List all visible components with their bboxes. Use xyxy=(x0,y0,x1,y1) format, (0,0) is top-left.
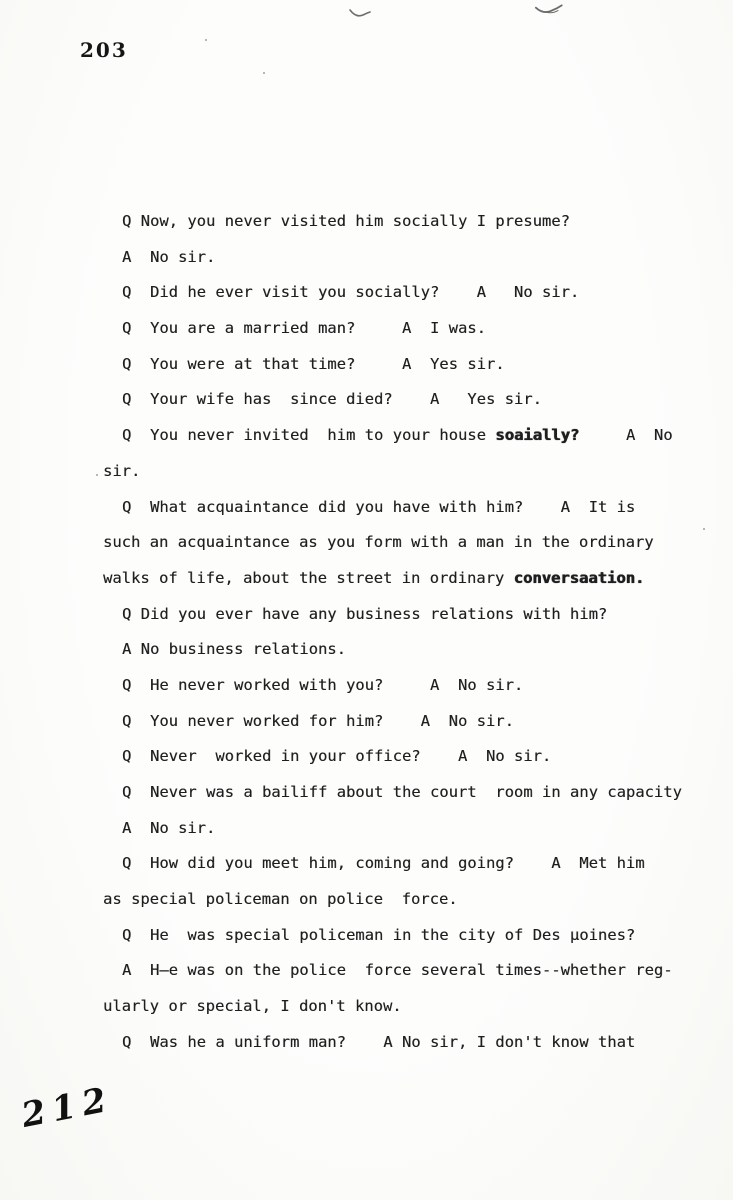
overstruck-word: conversaation. xyxy=(513,568,645,587)
transcript-line: Q What acquaintance did you have with him? A It is xyxy=(122,497,636,516)
line-text: walks of life, about the street in ordinary xyxy=(103,568,514,587)
overstruck-word: soaially? xyxy=(495,426,580,445)
page-number: 203 xyxy=(80,38,128,62)
transcript-line: as special policeman on police force. xyxy=(103,890,458,909)
transcript-line xyxy=(103,561,697,597)
transcript-line: Q How did you meet him, coming and going? A Met him xyxy=(122,854,645,873)
line-text: A No xyxy=(579,426,673,445)
transcript-line: such an acquaintance as you form with a man in the ordinary xyxy=(103,533,654,552)
transcript-line: A No sir. xyxy=(122,247,216,266)
transcript-line: Q Never was a bailiff about the court room in any capacity xyxy=(122,783,682,801)
transcript-line: Q Your wife has since died? A Yes sir. xyxy=(122,390,542,409)
handwritten-page-number: 212 xyxy=(18,1079,117,1136)
transcript-line: A No business relations. xyxy=(122,640,346,659)
transcript-line: ularly or special, I don't know. xyxy=(103,997,402,1016)
ink-smudge-icon xyxy=(534,0,565,21)
transcript-line: Q Now, you never visited him socially I presume? xyxy=(122,212,570,230)
transcript-line: A No sir. xyxy=(122,818,216,837)
ink-speck xyxy=(96,474,98,476)
transcript-line: Q You never worked for him? A No sir. xyxy=(122,711,514,730)
transcript-line: Q Did he ever visit you socially? A No sir. xyxy=(122,283,580,302)
transcript-line: Q Did you ever have any business relations with him? xyxy=(122,604,608,623)
transcript-line: Q You were at that time? A Yes sir. xyxy=(122,354,505,373)
transcript-line: A H̶e was on the police force several times--whether reg- xyxy=(122,961,673,980)
ink-speck xyxy=(703,528,705,530)
transcript-line xyxy=(103,418,697,454)
transcript-line: sir. xyxy=(103,461,141,480)
transcript-line: Q Never worked in your office? A No sir. xyxy=(122,747,552,766)
transcript-line: Q He was special policeman in the city of Des µoines? xyxy=(122,925,636,944)
ink-smudge-icon xyxy=(348,4,372,23)
transcript-line: Q He never worked with you? A No sir. xyxy=(122,675,524,694)
transcript-body xyxy=(103,204,697,1061)
ink-speck xyxy=(263,72,265,74)
ink-speck xyxy=(205,39,207,41)
line-text: Q You never invited him to your house xyxy=(122,426,496,445)
transcript-line: Q Was he a uniform man? A No sir, I don't know that xyxy=(122,1032,636,1051)
transcript-line: Q You are a married man? A I was. xyxy=(122,319,486,338)
